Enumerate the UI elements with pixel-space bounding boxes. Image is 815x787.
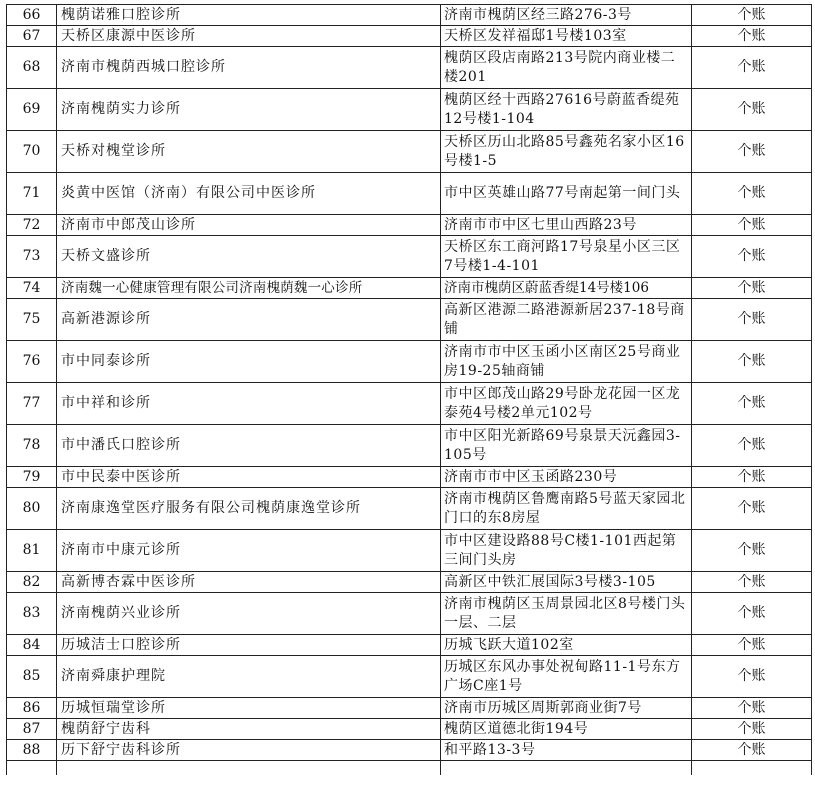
row-number: 82 — [7, 572, 57, 593]
table-row — [7, 698, 812, 719]
account-type: 个账 — [692, 236, 812, 278]
clinic-name: 炎黄中医馆（济南）有限公司中医诊所 — [57, 173, 441, 215]
row-number: 84 — [7, 635, 57, 656]
table-row-cut-off — [7, 761, 812, 776]
table-row — [7, 572, 812, 593]
clinic-address — [441, 761, 692, 776]
clinic-name: 济南市槐荫西城口腔诊所 — [57, 47, 441, 89]
clinic-address: 济南市槐荫区鲁鹰南路5号蓝天家园北门口的东8房屋 — [441, 488, 692, 530]
clinic-name: 市中民泰中医诊所 — [57, 467, 441, 488]
clinic-name: 槐荫舒宁齿科 — [57, 719, 441, 740]
clinic-address: 高新区中铁汇展国际3号楼3-105 — [441, 572, 692, 593]
clinic-address: 天桥区东工商河路17号泉星小区三区7号楼1-4-101 — [441, 236, 692, 278]
row-number: 73 — [7, 236, 57, 278]
account-type: 个账 — [692, 740, 812, 761]
row-number: 67 — [7, 26, 57, 47]
clinic-name: 槐荫诺雅口腔诊所 — [57, 5, 441, 26]
clinic-address: 济南市市中区七里山西路23号 — [441, 215, 692, 236]
account-type — [692, 761, 812, 776]
row-number: 79 — [7, 467, 57, 488]
clinic-name: 天桥文盛诊所 — [57, 236, 441, 278]
table-row — [7, 278, 812, 299]
clinic-table-body — [7, 5, 812, 776]
row-number: 72 — [7, 215, 57, 236]
clinic-name: 市中同泰诊所 — [57, 341, 441, 383]
account-type: 个账 — [692, 47, 812, 89]
account-type: 个账 — [692, 530, 812, 572]
table-row — [7, 26, 812, 47]
table-row — [7, 488, 812, 530]
row-number: 69 — [7, 89, 57, 131]
table-row — [7, 131, 812, 173]
clinic-address: 济南市槐荫区经三路276-3号 — [441, 5, 692, 26]
table-row — [7, 236, 812, 278]
clinic-name: 济南槐荫实力诊所 — [57, 89, 441, 131]
clinic-address: 槐荫区经十西路27616号蔚蓝香缇苑12号楼1-104 — [441, 89, 692, 131]
clinic-name: 天桥区康源中医诊所 — [57, 26, 441, 47]
table-row — [7, 5, 812, 26]
clinic-name: 天桥对槐堂诊所 — [57, 131, 441, 173]
account-type: 个账 — [692, 341, 812, 383]
account-type: 个账 — [692, 89, 812, 131]
account-type: 个账 — [692, 593, 812, 635]
clinic-name — [57, 761, 441, 776]
clinic-table — [6, 4, 812, 775]
account-type: 个账 — [692, 131, 812, 173]
account-type: 个账 — [692, 719, 812, 740]
account-type: 个账 — [692, 698, 812, 719]
row-number: 87 — [7, 719, 57, 740]
clinic-address: 历城飞跃大道102室 — [441, 635, 692, 656]
row-number: 75 — [7, 299, 57, 341]
clinic-address: 济南市历城区周斯郭商业街7号 — [441, 698, 692, 719]
table-row — [7, 656, 812, 698]
table-row — [7, 740, 812, 761]
clinic-name: 市中潘氏口腔诊所 — [57, 425, 441, 467]
clinic-address: 济南市槐荫区蔚蓝香缇14号楼106 — [441, 278, 692, 299]
row-number: 85 — [7, 656, 57, 698]
clinic-name: 济南康逸堂医疗服务有限公司槐荫康逸堂诊所 — [57, 488, 441, 530]
clinic-address: 和平路13-3号 — [441, 740, 692, 761]
row-number — [7, 761, 57, 776]
row-number: 81 — [7, 530, 57, 572]
row-number: 74 — [7, 278, 57, 299]
clinic-address: 济南市槐荫区玉周景园北区8号楼门头一层、二层 — [441, 593, 692, 635]
clinic-address: 市中区英雄山路77号南起第一间门头 — [441, 173, 692, 215]
clinic-address: 市中区郎茂山路29号卧龙花园一区龙泰苑4号楼2单元102号 — [441, 383, 692, 425]
clinic-name: 高新博杏霖中医诊所 — [57, 572, 441, 593]
clinic-address: 济南市市中区玉函路230号 — [441, 467, 692, 488]
clinic-name: 高新港源诊所 — [57, 299, 441, 341]
row-number: 71 — [7, 173, 57, 215]
clinic-address: 槐荫区段店南路213号院内商业楼二楼201 — [441, 47, 692, 89]
account-type: 个账 — [692, 278, 812, 299]
table-row — [7, 530, 812, 572]
clinic-address: 天桥区发祥福邸1号楼103室 — [441, 26, 692, 47]
row-number: 66 — [7, 5, 57, 26]
clinic-name: 济南舜康护理院 — [57, 656, 441, 698]
clinic-name: 济南魏一心健康管理有限公司济南槐荫魏一心诊所 — [57, 278, 441, 299]
table-row — [7, 719, 812, 740]
clinic-name: 济南市中郎茂山诊所 — [57, 215, 441, 236]
clinic-address: 市中区建设路88号C楼1-101西起第三间门头房 — [441, 530, 692, 572]
clinic-address: 市中区阳光新路69号泉景天沅鑫园3-105号 — [441, 425, 692, 467]
account-type: 个账 — [692, 572, 812, 593]
table-row — [7, 467, 812, 488]
clinic-name: 历城洁士口腔诊所 — [57, 635, 441, 656]
table-row — [7, 593, 812, 635]
account-type: 个账 — [692, 467, 812, 488]
account-type: 个账 — [692, 5, 812, 26]
row-number: 78 — [7, 425, 57, 467]
table-row — [7, 383, 812, 425]
row-number: 86 — [7, 698, 57, 719]
table-row — [7, 635, 812, 656]
row-number: 77 — [7, 383, 57, 425]
clinic-name: 历城恒瑞堂诊所 — [57, 698, 441, 719]
clinic-name: 济南槐荫兴业诊所 — [57, 593, 441, 635]
account-type: 个账 — [692, 26, 812, 47]
clinic-address: 历城区东风办事处祝甸路11-1号东方广场C座1号 — [441, 656, 692, 698]
row-number: 70 — [7, 131, 57, 173]
clinic-address: 高新区港源二路港源新居237-18号商铺 — [441, 299, 692, 341]
clinic-name: 济南市中康元诊所 — [57, 530, 441, 572]
table-row — [7, 425, 812, 467]
account-type: 个账 — [692, 488, 812, 530]
row-number: 83 — [7, 593, 57, 635]
table-row — [7, 173, 812, 215]
row-number: 68 — [7, 47, 57, 89]
table-row — [7, 89, 812, 131]
table-row — [7, 341, 812, 383]
clinic-address: 槐荫区道德北街194号 — [441, 719, 692, 740]
account-type: 个账 — [692, 299, 812, 341]
clinic-address: 济南市市中区玉函小区南区25号商业房19-25轴商铺 — [441, 341, 692, 383]
clinic-name: 市中祥和诊所 — [57, 383, 441, 425]
table-row — [7, 299, 812, 341]
account-type: 个账 — [692, 215, 812, 236]
account-type: 个账 — [692, 383, 812, 425]
table-row — [7, 215, 812, 236]
account-type: 个账 — [692, 656, 812, 698]
table-row — [7, 47, 812, 89]
row-number: 88 — [7, 740, 57, 761]
account-type: 个账 — [692, 173, 812, 215]
clinic-address: 天桥区历山北路85号鑫苑名家小区16号楼1-5 — [441, 131, 692, 173]
row-number: 76 — [7, 341, 57, 383]
account-type: 个账 — [692, 425, 812, 467]
account-type: 个账 — [692, 635, 812, 656]
row-number: 80 — [7, 488, 57, 530]
clinic-name: 历下舒宁齿科诊所 — [57, 740, 441, 761]
